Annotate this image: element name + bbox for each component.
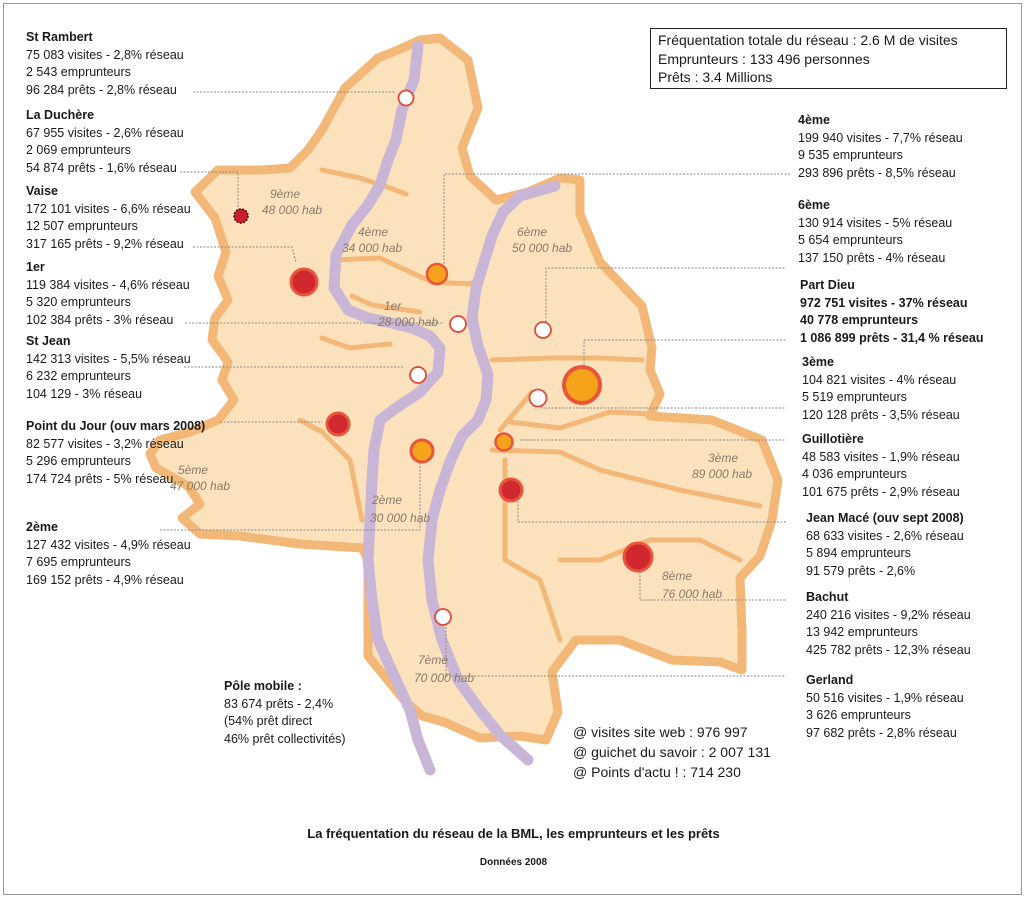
label-part-dieu: Part Dieu 972 751 visites - 37% réseau 40 778 emprunteurs 1 086 899 prêts - 31,4 % réseau (800, 278, 984, 345)
marker-st-rambert[interactable] (399, 91, 414, 106)
label-la-duchere: La Duchère 67 955 visites - 2,6% réseau 2 069 emprunteurs 54 874 prêts - 1,6% réseau (26, 108, 184, 175)
arr-8-pop: 76 000 hab (662, 587, 723, 601)
label-st-jean: St Jean 142 313 visites - 5,5% réseau 6 232 emprunteurs 104 129 - 3% réseau (26, 334, 191, 401)
arr-2-pop: 30 000 hab (370, 511, 431, 525)
label-jean-mace: Jean Macé (ouv sept 2008) 68 633 visites - 2,6% réseau 5 894 emprunteurs 91 579 prêts - 2,6% (806, 511, 964, 578)
label-st-rambert: St Rambert 75 083 visites - 2,8% réseau 2 543 emprunteurs 96 284 prêts - 2,8% réseau (26, 30, 184, 97)
marker-guillotiere[interactable] (496, 434, 513, 451)
arr-6-name: 6ème (517, 225, 548, 239)
summary-visits: Fréquentation totale du réseau : 2.6 M de visites (658, 32, 958, 48)
marker-4eme[interactable] (427, 264, 447, 284)
arr-7-pop: 70 000 hab (414, 671, 475, 685)
arr-6-pop: 50 000 hab (512, 241, 573, 255)
summary-borrowers: Emprunteurs : 133 496 personnes (658, 50, 870, 67)
arr-7-name: 7ème (418, 653, 449, 667)
marker-st-jean[interactable] (410, 367, 426, 383)
marker-bachut[interactable] (624, 543, 652, 571)
marker-jean-mace[interactable] (500, 479, 522, 501)
web-visits: @ visites site web : 976 997 (573, 724, 748, 740)
network-summary-box (650, 28, 1007, 89)
map-title: La fréquentation du réseau de la BML, les emprunteurs et les prêts (307, 826, 720, 841)
label-1er: 1er 119 384 visites - 4,6% réseau 5 320 emprunteurs 102 384 prêts - 3% réseau (26, 260, 190, 327)
guichet-savoir: @ guichet du savoir : 2 007 131 (573, 744, 771, 760)
points-actu: @ Points d'actu ! : 714 230 (573, 764, 741, 780)
arr-9-name: 9ème (270, 187, 301, 201)
marker-2eme[interactable] (411, 440, 433, 462)
label-2eme: 2ème 127 432 visites - 4,9% réseau 7 695 emprunteurs 169 152 prêts - 4,9% réseau (26, 520, 191, 587)
label-4eme: 4ème 199 940 visites - 7,7% réseau 9 535 emprunteurs 293 896 prêts - 8,5% réseau (798, 113, 963, 180)
marker-vaise[interactable] (291, 269, 317, 295)
arr-1-name: 1er (384, 299, 402, 313)
arr-4-pop: 34 000 hab (342, 241, 403, 255)
label-bachut: Bachut 240 216 visites - 9,2% réseau 13 942 emprunteurs 425 782 prêts - 12,3% réseau (806, 590, 971, 657)
label-pole-mobile: Pôle mobile : 83 674 prêts - 2,4% (54% prêt direct 46% prêt collectivités) (224, 679, 346, 746)
label-6eme: 6ème 130 914 visites - 5% réseau 5 654 emprunteurs 137 150 prêts - 4% réseau (798, 198, 953, 265)
arr-2-name: 2ème (372, 493, 403, 507)
map-subtitle: Données 2008 (479, 857, 548, 868)
arr-5-pop: 47 000 hab (170, 479, 231, 493)
label-point-du-jour: Point du Jour (ouv mars 2008) 82 577 visites - 3,2% réseau 5 296 emprunteurs 174 724 prêts - 5% réseau (26, 419, 206, 486)
marker-part-dieu[interactable] (564, 367, 600, 403)
marker-3eme[interactable] (530, 390, 547, 407)
web-stats (573, 722, 771, 782)
label-guillotiere: Guillotière 48 583 visites - 1,9% réseau 4 036 emprunteurs 101 675 prêts - 2,9% réseau (802, 432, 960, 499)
city-territory (150, 38, 778, 740)
arr-5-name: 5ème (178, 463, 209, 477)
arr-1-pop: 28 000 hab (378, 315, 439, 329)
arr-3-name: 3ème (708, 451, 739, 465)
arr-8-name: 8ème (662, 569, 693, 583)
label-gerland: Gerland 50 516 visites - 1,9% réseau 3 626 emprunteurs 97 682 prêts - 2,8% réseau (806, 673, 964, 740)
marker-6eme[interactable] (535, 322, 551, 338)
arr-4-name: 4ème (358, 225, 389, 239)
label-vaise: Vaise 172 101 visites - 6,6% réseau 12 507 emprunteurs 317 165 prêts - 9,2% réseau (26, 184, 191, 251)
marker-la-duchere[interactable] (234, 209, 248, 223)
marker-point-du-jour[interactable] (327, 413, 349, 435)
arr-9-pop: 48 000 hab (262, 203, 323, 217)
marker-gerland[interactable] (435, 609, 451, 625)
marker-1er[interactable] (450, 316, 466, 332)
summary-loans: Prêts : 3.4 Millions (658, 69, 773, 85)
label-3eme: 3ème 104 821 visites - 4% réseau 5 519 emprunteurs 120 128 prêts - 3,5% réseau (802, 355, 960, 422)
arr-3-pop: 89 000 hab (692, 467, 753, 481)
